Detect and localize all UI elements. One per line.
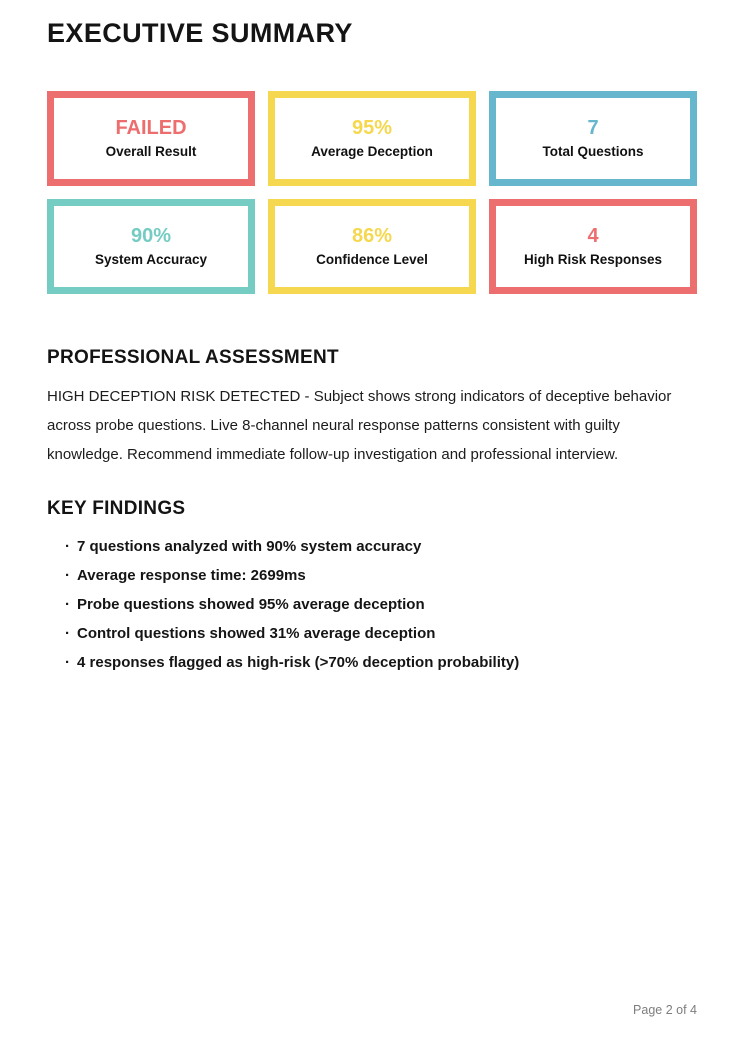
finding-text: 7 questions analyzed with 90% system accuracy xyxy=(77,538,422,555)
stat-card-confidence-level xyxy=(268,199,476,294)
stat-label: Confidence Level xyxy=(316,252,428,268)
stat-card-system-accuracy xyxy=(47,199,255,294)
stat-label: Overall Result xyxy=(105,144,197,160)
finding-item xyxy=(65,532,697,561)
stat-label: Average Deception xyxy=(311,144,433,160)
bullet-glyph: · xyxy=(65,538,70,555)
stat-card-overall-result xyxy=(47,91,255,186)
finding-text: Control questions showed 31% average deception xyxy=(77,625,436,642)
stat-card-total-questions xyxy=(489,91,697,186)
finding-item xyxy=(65,648,697,677)
finding-text: Average response time: 2699ms xyxy=(77,567,306,584)
assessment-section-heading: PROFESSIONAL ASSESSMENT xyxy=(47,347,339,368)
assessment-body-text: HIGH DECEPTION RISK DETECTED - Subject shows strong indicators of deceptive behavior across probe questions. Live 8-channel neural response patterns consistent with guilty knowledge. Recommend immediate follow-up investigation and professional interview. xyxy=(47,388,672,463)
key-findings-list xyxy=(47,532,697,677)
bullet-glyph: · xyxy=(65,654,70,671)
finding-item xyxy=(65,590,697,619)
stat-card-grid xyxy=(47,91,697,294)
findings-section-heading: KEY FINDINGS xyxy=(47,498,186,519)
finding-text: 4 responses flagged as high-risk (>70% deception probability) xyxy=(77,654,520,671)
stat-label: Total Questions xyxy=(542,144,644,160)
stat-value: 86% xyxy=(351,225,393,248)
stat-label: High Risk Responses xyxy=(523,252,663,268)
finding-item xyxy=(65,561,697,590)
stat-label: System Accuracy xyxy=(94,252,208,268)
stat-value: FAILED xyxy=(115,117,187,140)
bullet-glyph: · xyxy=(65,567,70,584)
page-number: Page 2 of 4 xyxy=(633,1003,697,1017)
bullet-glyph: · xyxy=(65,596,70,613)
stat-card-average-deception xyxy=(268,91,476,186)
stat-card-high-risk-responses xyxy=(489,199,697,294)
stat-value: 7 xyxy=(587,117,599,140)
finding-item xyxy=(65,619,697,648)
stat-value: 90% xyxy=(130,225,172,248)
page-title: EXECUTIVE SUMMARY xyxy=(47,18,353,48)
stat-value: 4 xyxy=(587,225,599,248)
stat-value: 95% xyxy=(351,117,393,140)
finding-text: Probe questions showed 95% average deception xyxy=(77,596,425,613)
bullet-glyph: · xyxy=(65,625,70,642)
